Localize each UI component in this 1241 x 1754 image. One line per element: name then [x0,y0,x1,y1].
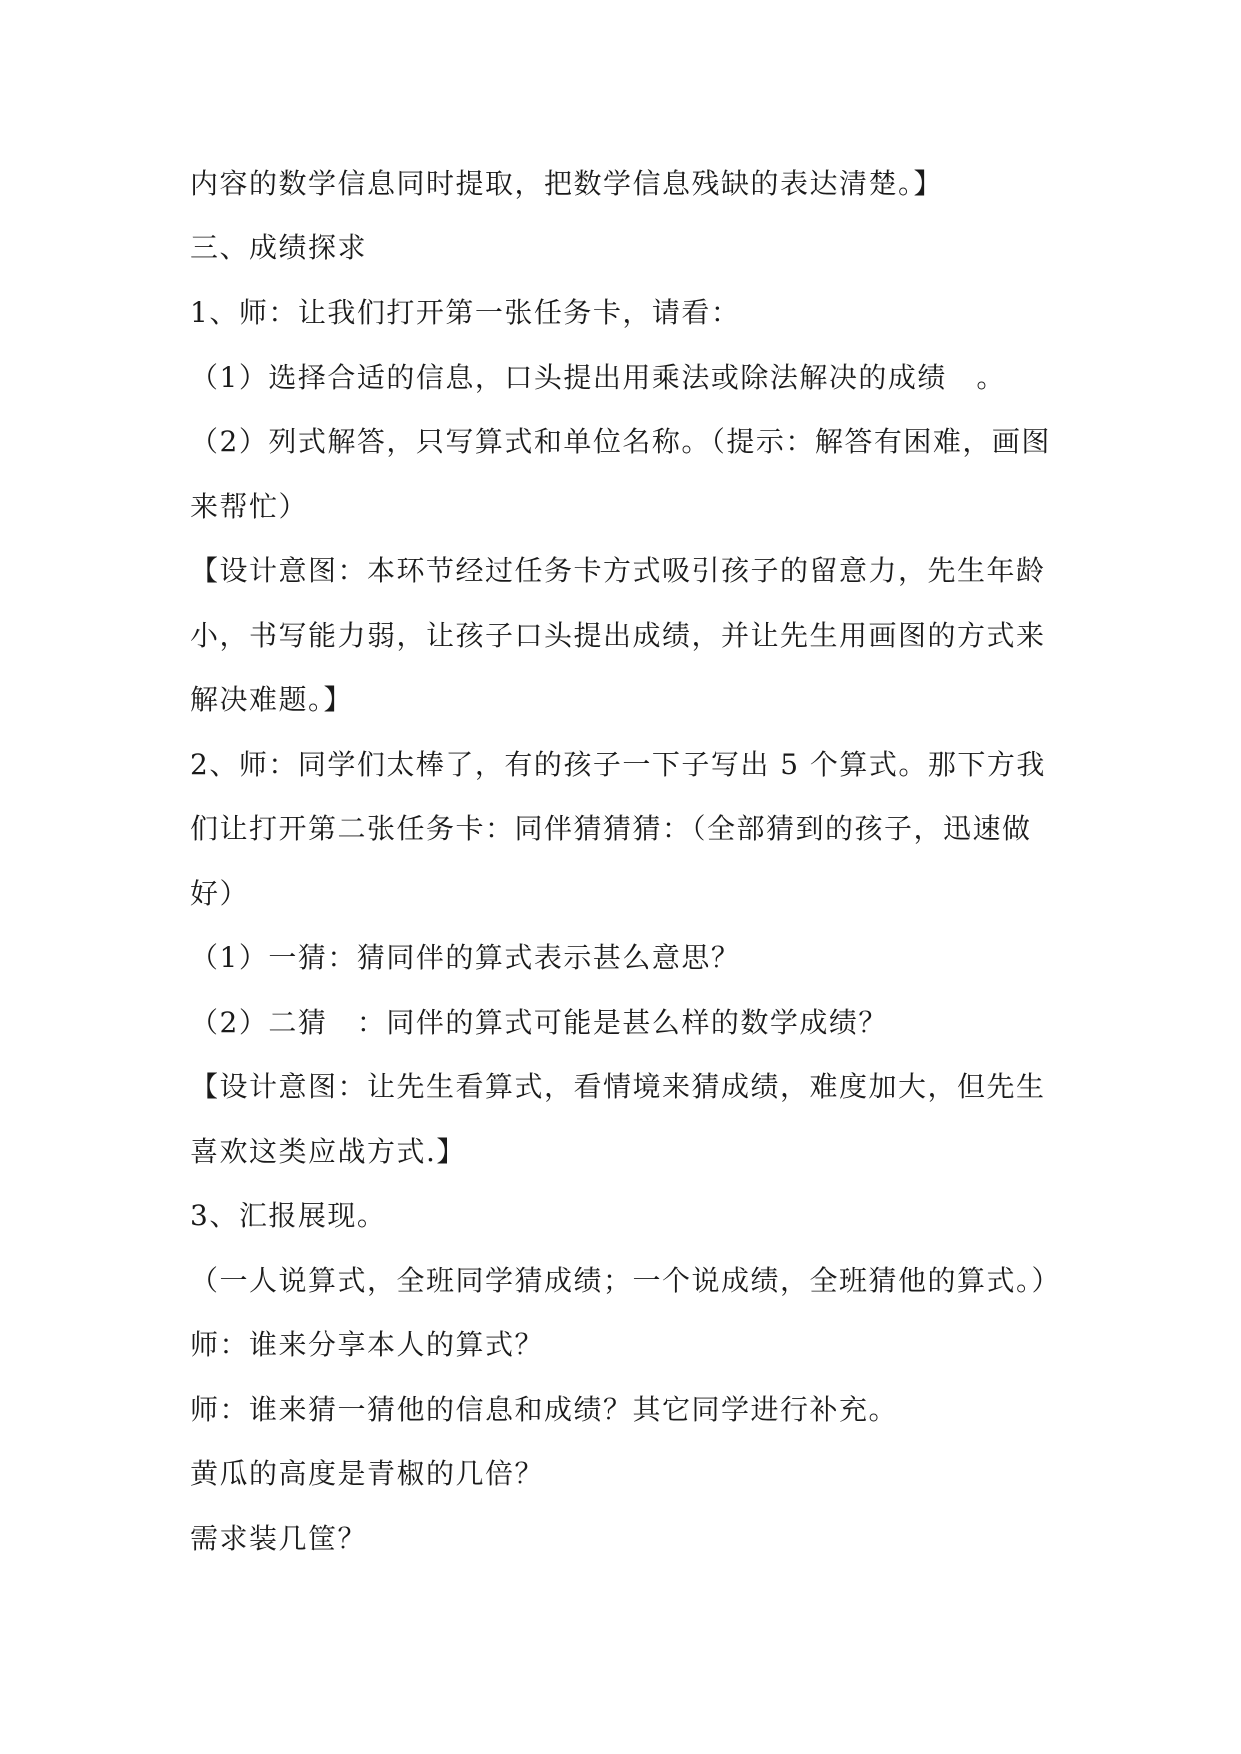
section-heading: 三、成绩探求 [190,231,368,264]
text-line-16: 喜欢这类应战方式.】 [190,1135,466,1168]
text-line-17: 3、汇报展现。 [190,1199,387,1232]
text-line-5: （2）列式解答，只写算式和单位名称。（提示：解答有困难，画图 [190,425,1051,458]
text-line-6: 来帮忙） [190,490,309,523]
text-line-21: 黄瓜的高度是青椒的几倍？ [190,1457,545,1490]
text-line-9: 解决难题。】 [190,683,354,716]
text-line-18: （一人说算式，全班同学猜成绩；一个说成绩，全班猜他的算式。） [190,1264,1062,1297]
text-line-13: （1）一猜：猜同伴的算式表示甚么意思？ [190,941,741,974]
text-line-14: （2）二猜 ：同伴的算式可能是甚么样的数学成绩？ [190,1006,888,1039]
text-line-4: （1）选择合适的信息，口头提出用乘法或除法解决的成绩 。 [190,361,1006,394]
text-line-22: 需求装几筐？ [190,1522,368,1555]
text-line-15: 【设计意图：让先生看算式，看情境来猜成绩，难度加大，但先生 [190,1070,1046,1103]
text-line-12: 好） [190,877,250,910]
text-line-8: 小，书写能力弱，让孩子口头提出成绩，并让先生用画图的方式来 [190,619,1046,652]
text-line-19: 师：谁来分享本人的算式？ [190,1328,545,1361]
text-line-1: 内容的数学信息同时提取，把数学信息残缺的表达清楚。】 [190,167,944,200]
text-line-10: 2、师：同学们太棒了，有的孩子一下子写出 5 个算式。那下方我 [190,748,1046,781]
text-line-3: 1、师：让我们打开第一张任务卡，请看： [190,296,741,329]
text-line-20: 师：谁来猜一猜他的信息和成绩？其它同学进行补充。 [190,1393,899,1426]
text-line-11: 们让打开第二张任务卡：同伴猜猜猜：（全部猜到的孩子，迅速做 [190,812,1032,845]
text-line-7: 【设计意图：本环节经过任务卡方式吸引孩子的留意力，先生年龄 [190,554,1046,587]
